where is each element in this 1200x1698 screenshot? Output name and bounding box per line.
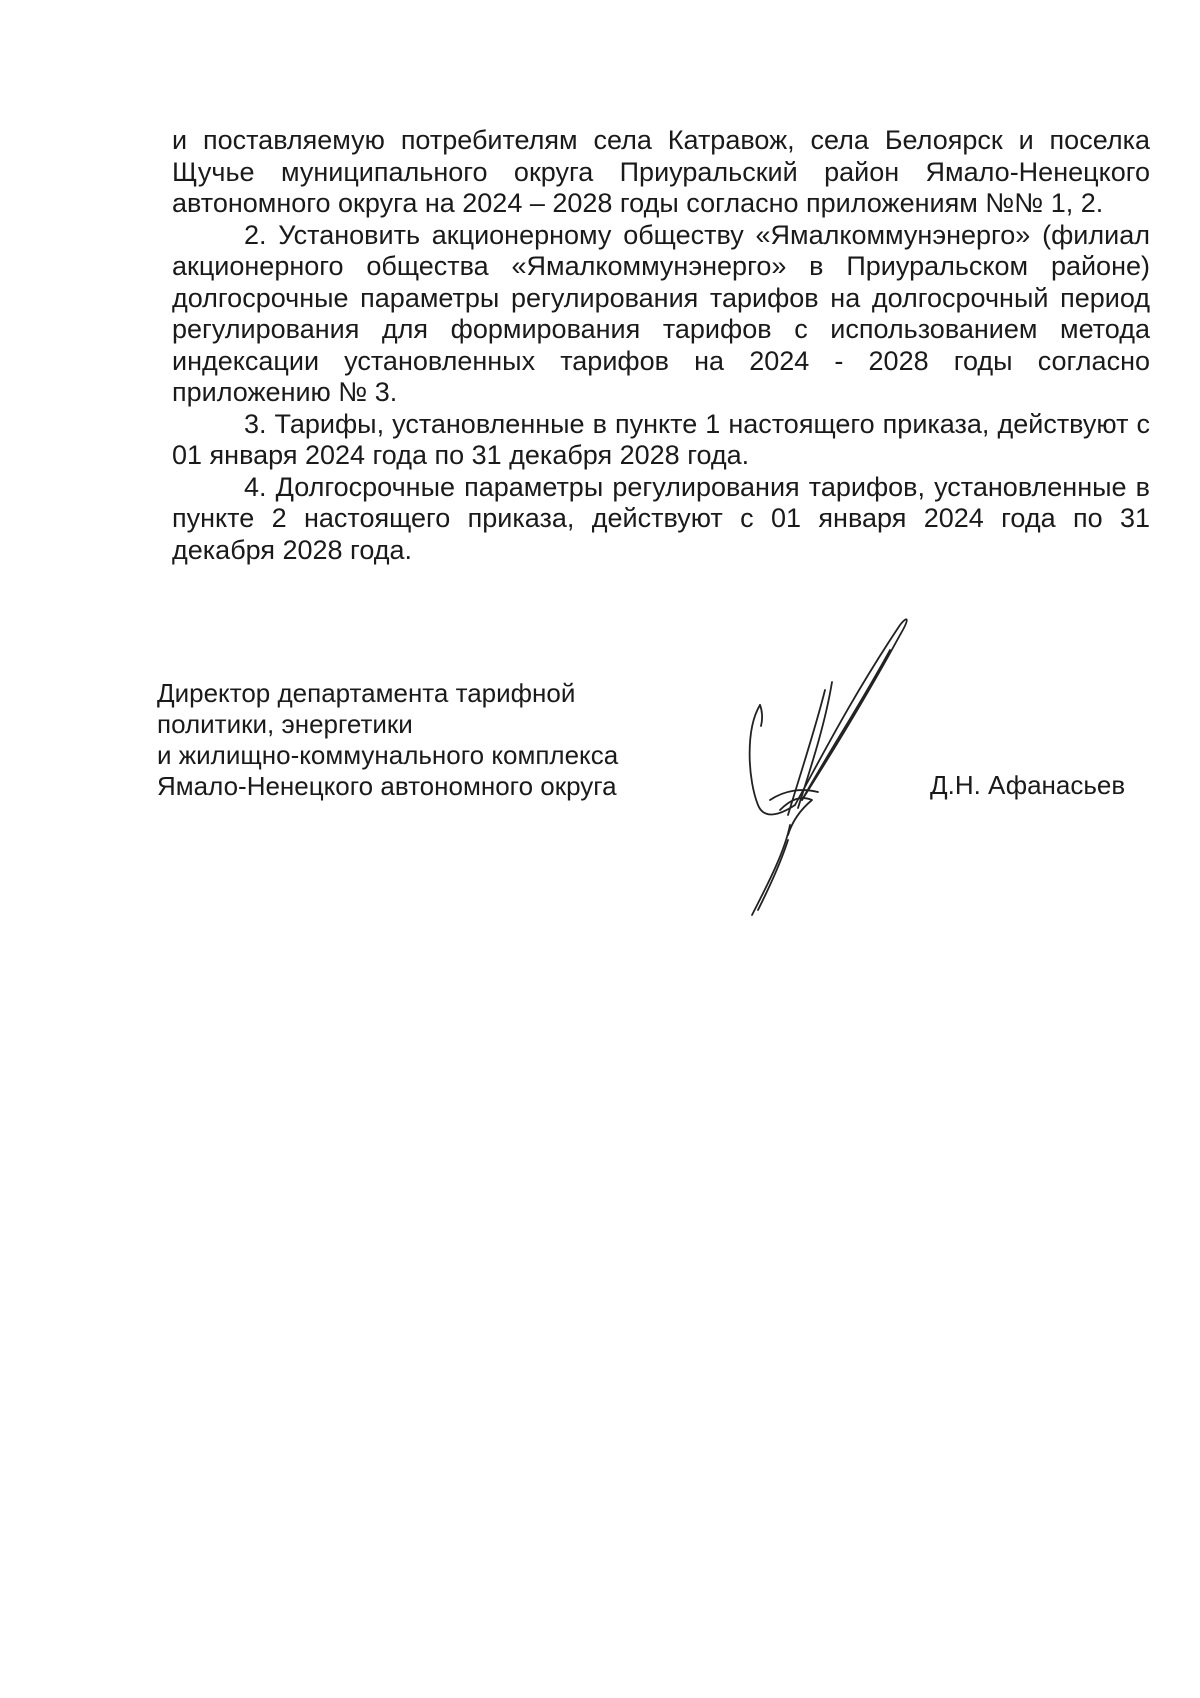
- paragraph-item-2: 2. Установить акционерному обществу «Ямалкоммунэнерго» (филиал акционерного общества «Ямалкоммунэнерго» в Приуральском районе) долгосрочные параметры регулирования тарифов на долгосрочный период регулирования для формирования тарифов с использованием метода индексации установленных тарифов на 2024 - 2028 годы согласно приложению № 3.: [172, 219, 1150, 407]
- document-body: [172, 125, 1150, 566]
- signature-strokes: [750, 619, 907, 915]
- signatory-position: [157, 678, 618, 802]
- handwritten-signature: [740, 610, 960, 920]
- position-line: и жилищно-коммунального комплекса: [157, 740, 619, 770]
- paragraph-item-3: 3. Тарифы, установленные в пункте 1 настоящего приказа, действуют с 01 января 2024 года по 31 декабря 2028 года.: [172, 408, 1150, 470]
- position-line: Ямало-Ненецкого автономного округа: [157, 771, 617, 801]
- paragraph-item-4: 4. Долгосрочные параметры регулирования тарифов, установленные в пункте 2 настоящего приказа, действуют с 01 января 2024 года по 31 декабря 2028 года.: [172, 471, 1150, 565]
- signer-name: Д.Н. Афанасьев: [930, 770, 1126, 800]
- position-line: политики, энергетики: [157, 709, 413, 739]
- paragraph-continuation: и поставляемую потребителям села Катравож, села Белоярск и поселка Щучье муниципального округа Приуральский район Ямало-Ненецкого автономного округа на 2024 – 2028 годы согласно приложениям №№ 1, 2.: [172, 125, 1150, 218]
- position-line: Директор департамента тарифной: [157, 678, 576, 708]
